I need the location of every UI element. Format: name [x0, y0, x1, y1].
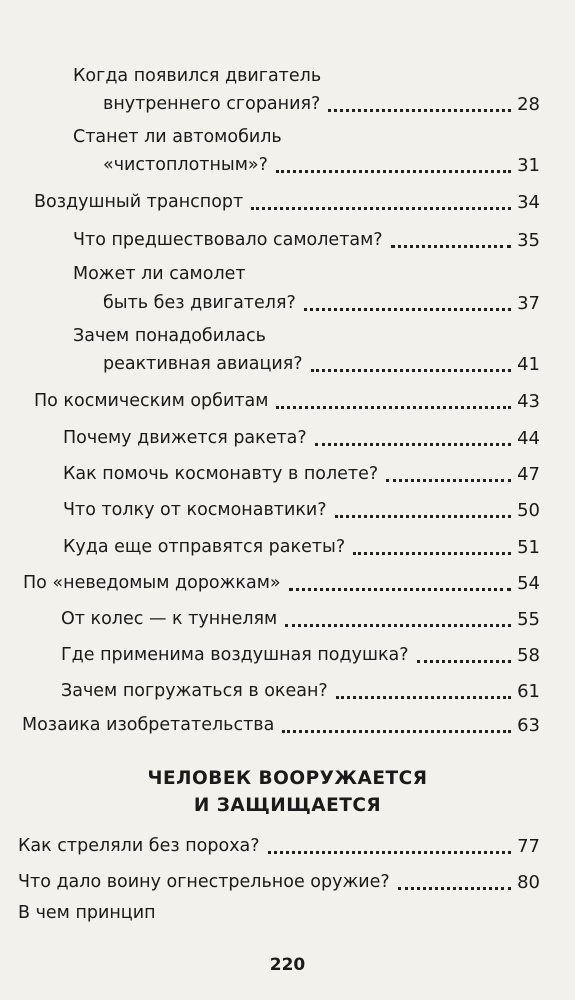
section-heading-line2: И ЗАЩИЩАЕТСЯ — [193, 795, 382, 816]
toc-entry[interactable] — [23, 567, 540, 600]
toc-entry-page: 43 — [517, 391, 540, 412]
toc-entry[interactable] — [63, 531, 540, 564]
toc-entry[interactable] — [103, 287, 540, 320]
toc-entry-title: Почему движется ракета? — [63, 428, 307, 448]
toc-entry-title-line1: Станет ли автомобиль — [73, 127, 282, 147]
toc-entry-title: Что толку от космонавтики? — [63, 500, 327, 520]
toc-entry-title: Что дало воину огнестрельное оружие? — [18, 872, 390, 892]
toc-entry-page: 44 — [517, 428, 540, 449]
toc-entry-page: 61 — [517, 681, 540, 702]
dot-leader — [417, 660, 512, 663]
toc-entry[interactable] — [34, 385, 540, 418]
toc-entry-title-line1: Может ли самолет — [73, 264, 246, 284]
toc-entry-title: Зачем погружаться в океан? — [61, 681, 328, 701]
toc-entry-page: 51 — [517, 537, 540, 558]
toc-entry[interactable] — [61, 675, 540, 708]
toc-entry-page: 80 — [517, 872, 540, 893]
dot-leader — [311, 369, 512, 372]
dot-leader — [336, 696, 511, 699]
dot-leader — [282, 730, 511, 733]
toc-entry[interactable] — [63, 494, 540, 527]
toc-entry-title-line1: Когда появился двигатель — [73, 66, 322, 86]
dot-leader — [276, 170, 511, 173]
toc-entry-page: 54 — [517, 573, 540, 594]
toc-entry-page: 47 — [517, 464, 540, 485]
toc-entry[interactable] — [18, 866, 540, 899]
toc-entry-title: «чистоплотным»? — [103, 155, 268, 175]
toc-entry[interactable] — [61, 639, 540, 672]
dot-leader — [268, 851, 512, 854]
toc-entry-page: 28 — [517, 94, 540, 115]
toc-entry-title: быть без двигателя? — [103, 293, 296, 313]
toc-entry-title: внутреннего сгорания? — [103, 94, 321, 114]
toc-entry[interactable] — [103, 88, 540, 121]
toc-entry-title: Что предшествовало самолетам? — [73, 230, 383, 250]
toc-entry-title: Воздушный транспорт — [34, 192, 244, 212]
toc-entry-page: 50 — [517, 500, 540, 521]
dot-leader — [328, 109, 511, 112]
toc-entry-title: реактивная авиация? — [103, 354, 303, 374]
toc-entry[interactable] — [61, 603, 540, 636]
toc-entry-page: 55 — [517, 609, 540, 630]
toc-entry[interactable] — [34, 186, 540, 219]
toc-entry-page: 34 — [517, 192, 540, 213]
page-number: 220 — [269, 955, 306, 975]
toc-entry[interactable] — [73, 224, 540, 257]
dot-leader — [386, 479, 511, 482]
dot-leader — [398, 887, 511, 890]
toc-entry-page: 31 — [517, 155, 540, 176]
toc-entry[interactable] — [63, 458, 540, 491]
toc-entry-title: Мозаика изобретательства — [22, 715, 275, 735]
dot-leader — [335, 515, 512, 518]
toc-entry-page: 35 — [517, 230, 540, 251]
toc-entry-title: По космическим орбитам — [34, 391, 269, 411]
dot-leader — [251, 207, 511, 210]
toc-entry[interactable] — [63, 422, 540, 455]
toc-entry[interactable] — [103, 149, 540, 182]
toc-entry-page: 37 — [517, 293, 540, 314]
toc-entry-title: Куда еще отправятся ракеты? — [63, 537, 346, 557]
toc-entry-page: 58 — [517, 645, 540, 666]
dot-leader — [353, 552, 511, 555]
toc-entry[interactable] — [22, 709, 540, 742]
toc-entry-title: От колес — к туннелям — [61, 609, 278, 629]
toc-entry-title-partial: В чем принцип — [18, 903, 156, 923]
toc-entry-title-line1: Зачем понадобилась — [73, 326, 266, 346]
toc-entry-title: По «неведомым дорожкам» — [23, 573, 281, 593]
toc-entry-title: Где применима воздушная подушка? — [61, 645, 409, 665]
toc-entry-title: Как помочь космонавту в полете? — [63, 464, 379, 484]
toc-entry-page: 63 — [517, 715, 540, 736]
dot-leader — [276, 406, 511, 409]
toc-entry-title: Как стреляли без пороха? — [18, 836, 260, 856]
toc-entry-page: 77 — [517, 836, 540, 857]
dot-leader — [391, 245, 511, 248]
toc-entry[interactable] — [18, 830, 540, 863]
toc-entry-page: 41 — [517, 354, 540, 375]
dot-leader — [289, 588, 511, 591]
section-heading-line1: ЧЕЛОВЕК ВООРУЖАЕТСЯ — [147, 768, 428, 789]
dot-leader — [304, 308, 511, 311]
toc-entry[interactable] — [103, 348, 540, 381]
dot-leader — [285, 624, 511, 627]
dot-leader — [315, 443, 511, 446]
